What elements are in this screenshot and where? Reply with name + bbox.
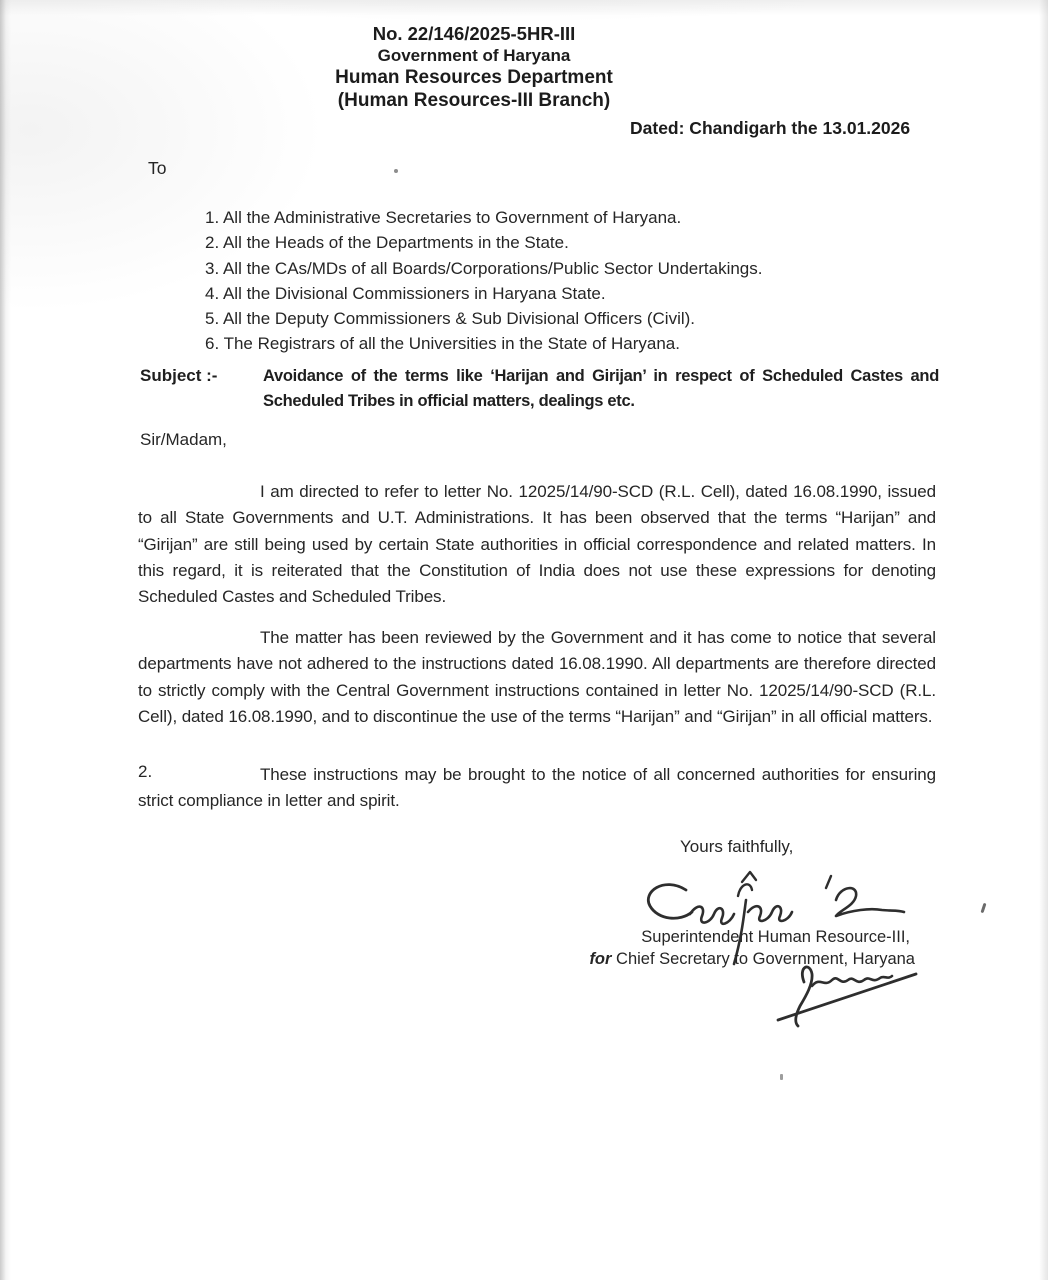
department-name: Human Resources Department (335, 67, 613, 88)
to-label: To (148, 158, 167, 178)
subject-text: Avoidance of the terms like ‘Harijan and Girijan’ in respect of Scheduled Castes and Scheduled Tribes in official matters, dealings etc. (263, 367, 939, 410)
signatory-for-line (560, 950, 915, 969)
scan-speck (981, 903, 987, 913)
date-line: Dated: Chandigarh the 13.01.2026 (630, 118, 911, 138)
paragraph-number: 2. (138, 762, 153, 781)
subject-row (140, 364, 940, 414)
for-rest: Chief Secretary to Government, Haryana (611, 950, 915, 968)
scan-speck (780, 1074, 783, 1080)
for-word: for (589, 950, 612, 968)
paragraph-text: These instructions may be brought to the notice of all concerned authorities for ensuring strict compliance in letter and spirit. (138, 765, 936, 811)
branch-name: (Human Resources-III Branch) (337, 90, 611, 111)
addressee-item: 5. All the Deputy Commissioners & Sub Divisional Officers (Civil). (205, 309, 696, 329)
addressee-item: 4. All the Divisional Commissioners in Haryana State. (205, 283, 606, 303)
government-name: Government of Haryana (377, 46, 571, 65)
addressee-item: 6. The Registrars of all the Universities in the State of Haryana. (205, 334, 680, 354)
body-paragraph-2: The matter has been reviewed by the Government and it has come to notice that several departments have not adhered to the instructions dated 16.08.1990. All departments are therefore directed to strictly comply with the Central Government instructions contained in letter No. 12025/14/90-SCD (R.L. Cell), dated 16.08.1990, and to discontinue the use of the terms “Harijan” and “Girijan” in all official matters. (138, 628, 936, 726)
letterhead (0, 22, 948, 112)
scan-speck (394, 169, 398, 173)
addressee-item: 3. All the CAs/MDs of all Boards/Corporations/Public Sector Undertakings. (205, 258, 763, 278)
closing-valediction: Yours faithfully, (680, 837, 794, 856)
body-paragraph-1: I am directed to refer to letter No. 12025/14/90-SCD (R.L. Cell), dated 16.08.1990, issued to all State Governments and U.T. Administrations. It has been observed that the terms “Harijan” and “Girijan” are still being used by certain State authorities in official correspondence and related matters. In this regard, it is reiterated that the Constitution of India does not use these expressions for denoting Scheduled Castes and Scheduled Tribes. (138, 482, 936, 607)
addressee-item: 1. All the Administrative Secretaries to Government of Haryana. (205, 208, 682, 227)
signatory-title: Superintendent Human Resource-III, (641, 928, 910, 946)
greeting: Sir/Madam, (140, 430, 227, 449)
subject-label: Subject :- (140, 366, 218, 385)
body-paragraph-3 (138, 762, 936, 815)
addressee-item: 2. All the Heads of the Departments in the State. (205, 233, 569, 253)
reference-number: No. 22/146/2025-5HR-III (372, 23, 576, 44)
addressee-list (205, 205, 762, 357)
